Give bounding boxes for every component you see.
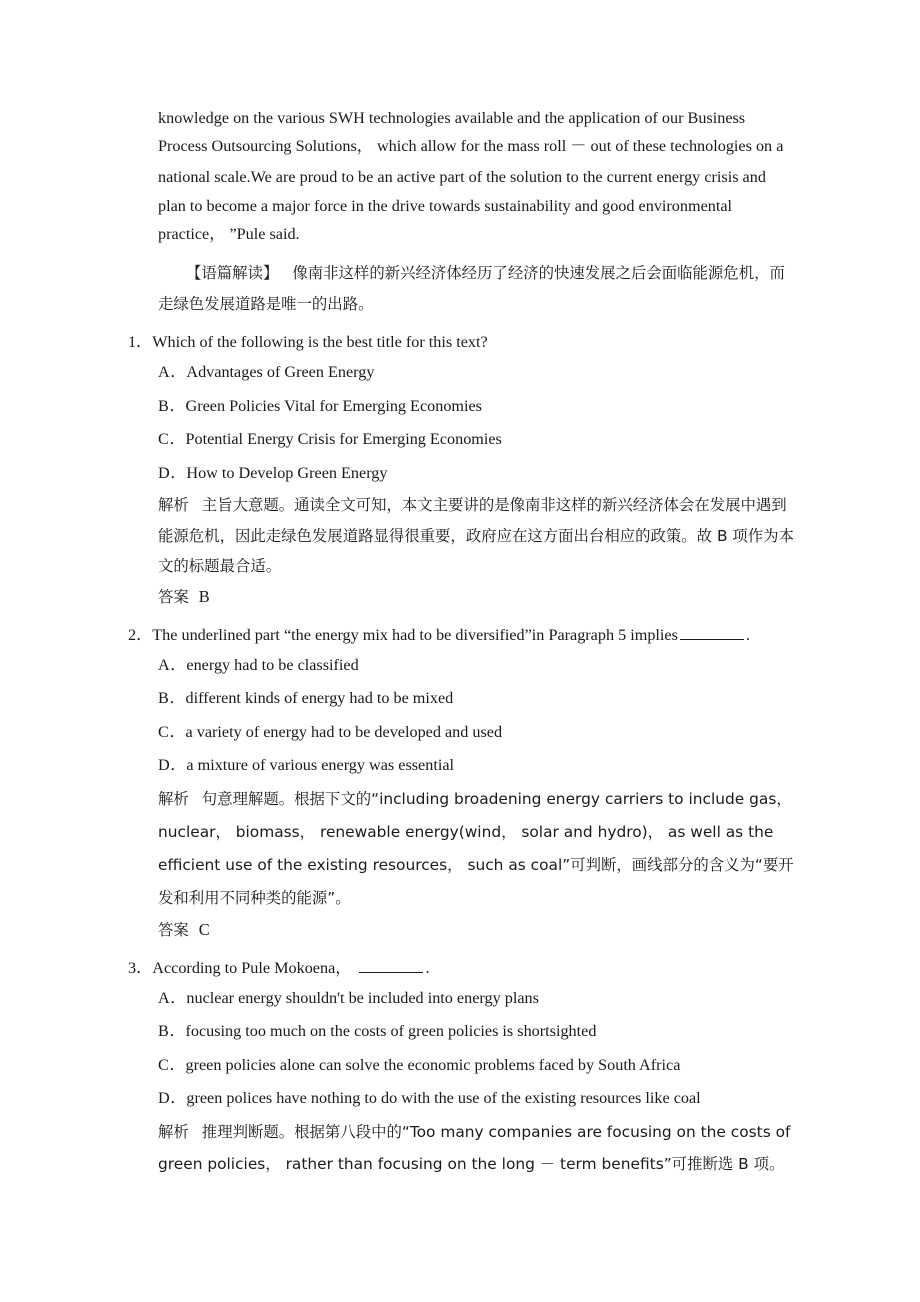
question-number: 2	[128, 625, 137, 644]
passage-line: practice， ”Pule said.	[158, 224, 300, 243]
option-text: a mixture of various energy was essential	[186, 756, 455, 775]
option-a[interactable]	[158, 649, 796, 683]
option-a[interactable]	[158, 356, 796, 390]
option-c[interactable]	[158, 423, 796, 457]
option-d[interactable]	[158, 1082, 796, 1116]
option-text: Advantages of Green Energy	[186, 363, 375, 382]
option-b[interactable]	[158, 682, 796, 716]
question-separator: ．	[136, 958, 153, 977]
question-stem-tail: .	[425, 958, 430, 977]
explanation	[158, 1116, 798, 1180]
option-separator: ．	[169, 722, 186, 741]
answer-label: 答案	[158, 920, 189, 939]
question-2	[128, 622, 796, 945]
passage-line: knowledge on the various SWH technologies available and the application of our Business	[158, 109, 746, 127]
passage-line: national scale.We are proud to be an active part of the solution to the current energy crisis and	[158, 168, 766, 187]
option-text: green polices have nothing to do with the use of the existing resources like coal	[186, 1089, 701, 1108]
question-stem-text: Which of the following is the best title for this text?	[152, 333, 488, 352]
document-content	[128, 104, 796, 1180]
answer-value: C	[198, 919, 210, 939]
question-number: 1	[128, 333, 137, 352]
answer-value: B	[198, 586, 210, 606]
passage-line: plan to become a major force in the drive towards sustainability and good environmental	[158, 196, 733, 215]
question-stem	[128, 622, 796, 649]
option-c[interactable]	[158, 716, 796, 750]
option-letter: D	[158, 1089, 171, 1108]
answer-label: 答案	[158, 587, 189, 606]
option-letter: A	[158, 363, 171, 382]
passage-line: Process Outsourcing Solutions， which allow for the mass roll － out of these technologies on a	[158, 137, 784, 156]
option-separator: ．	[170, 463, 187, 482]
option-separator: ．	[169, 1055, 186, 1074]
explanation-label: 解析	[158, 1122, 189, 1141]
option-letter: D	[158, 756, 171, 775]
passage-analysis-text: 像南非这样的新兴经济体经历了经济的快速发展之后会面临能源危机，而走绿色发展道路是唯一的出路。	[158, 264, 785, 314]
option-separator: ．	[169, 396, 186, 415]
question-stem-text: According to Pule Mokoena，	[152, 958, 352, 977]
option-d[interactable]	[158, 457, 796, 491]
question-separator: ．	[136, 625, 153, 644]
explanation	[158, 490, 798, 582]
answer-row	[158, 915, 798, 945]
option-letter: B	[158, 1022, 170, 1041]
option-b[interactable]	[158, 390, 796, 424]
option-separator: ．	[169, 430, 186, 449]
question-number: 3	[128, 958, 137, 977]
option-separator: ．	[170, 363, 187, 382]
option-separator: ．	[169, 689, 186, 708]
answer-blank	[680, 625, 744, 640]
option-letter: C	[158, 430, 170, 449]
option-letter: A	[158, 988, 171, 1007]
option-d[interactable]	[158, 749, 796, 783]
passage-tail	[128, 104, 796, 248]
option-separator: ．	[170, 756, 187, 775]
option-a[interactable]	[158, 982, 796, 1016]
option-separator: ．	[170, 988, 187, 1007]
explanation	[158, 783, 798, 915]
option-b[interactable]	[158, 1015, 796, 1049]
option-c[interactable]	[158, 1049, 796, 1083]
question-stem-text: The underlined part “the energy mix had to be diversified”in Paragraph 5 implies	[152, 625, 678, 644]
explanation-text: 推理判断题。根据第八段中的“Too many companies are focusing on the costs of green policies， rather than focusing on the long － term benefits”可推断选 B 项。	[158, 1122, 791, 1173]
option-separator: ．	[169, 1022, 186, 1041]
explanation-label: 解析	[158, 789, 189, 808]
option-text: How to Develop Green Energy	[186, 463, 388, 482]
option-text: energy had to be classified	[186, 655, 359, 674]
answer-row	[158, 582, 798, 612]
option-text: Green Policies Vital for Emerging Economies	[185, 396, 482, 415]
question-1	[128, 329, 796, 612]
option-text: a variety of energy had to be developed and used	[185, 722, 503, 741]
option-letter: C	[158, 722, 170, 741]
option-separator: ．	[170, 1089, 187, 1108]
option-text: Potential Energy Crisis for Emerging Economies	[185, 430, 502, 449]
explanation-text: 主旨大意题。通读全文可知，本文主要讲的是像南非这样的新兴经济体会在发展中遇到能源危机，因此走绿色发展道路显得很重要，政府应在这方面出台相应的政策。故 B 项作为本文的标题最合适。	[158, 496, 794, 576]
option-letter: A	[158, 655, 171, 674]
option-text: different kinds of energy had to be mixed	[185, 689, 454, 708]
option-separator: ．	[170, 655, 187, 674]
question-stem	[128, 329, 796, 356]
option-letter: D	[158, 463, 171, 482]
option-text: nuclear energy shouldn't be included into energy plans	[186, 988, 539, 1007]
answer-blank	[359, 958, 423, 973]
question-stem-tail: .	[745, 625, 750, 644]
passage-analysis-label: 【语篇解读】	[186, 264, 279, 283]
explanation-label: 解析	[158, 496, 189, 515]
passage-analysis	[158, 258, 798, 320]
explanation-text: 句意理解题。根据下文的“including broadening energy carriers to include gas， nuclear， biomass， renewable energy(wind， solar and hydro)， as well as the efficient use of the existing resources， such as coal”可判断，画线部分的含义为“要开发和利用不同种类的能源”。	[158, 789, 794, 907]
option-letter: C	[158, 1055, 170, 1074]
question-separator: ．	[136, 333, 153, 352]
question-stem	[128, 955, 796, 982]
option-text: green policies alone can solve the economic problems faced by South Africa	[185, 1055, 681, 1074]
option-text: focusing too much on the costs of green policies is shortsighted	[185, 1022, 597, 1041]
option-letter: B	[158, 689, 170, 708]
question-3	[128, 955, 796, 1180]
option-letter: B	[158, 396, 170, 415]
